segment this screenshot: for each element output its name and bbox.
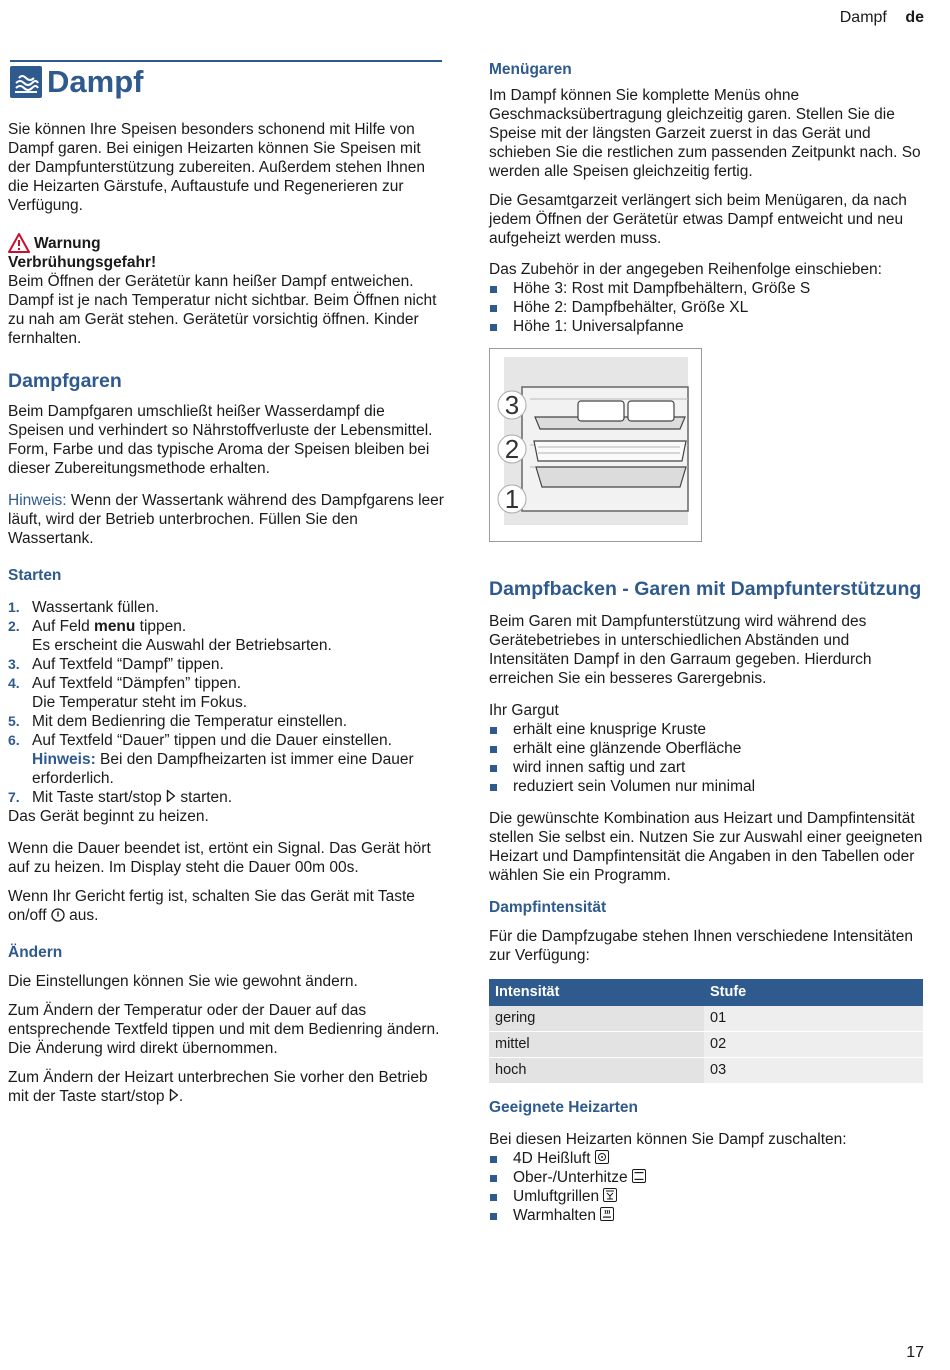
hint-label: Hinweis: <box>8 492 67 509</box>
step-text: Mit dem Bedienring die Temperatur einstellen. <box>32 713 348 730</box>
table-cell: 03 <box>704 1058 923 1084</box>
step-item <box>8 731 444 788</box>
table-header-row <box>489 979 923 1006</box>
start-result: Das Gerät beginnt zu heizen. <box>8 808 209 825</box>
list-item <box>489 1168 925 1187</box>
warning-text: Beim Öffnen der Gerätetür kann heißer Dampf entweichen. Dampf ist je nach Temperatur nicht sichtbar. Beim Öffnen nicht zu nah am Gerät stehen. Gerätetür vorsichtig öffnen. Kinder fernhalten. <box>8 273 437 347</box>
title-bar <box>10 60 442 112</box>
header-section: Dampf <box>839 9 887 26</box>
step-number: 6. <box>8 732 20 748</box>
keep-warm-icon <box>600 1207 614 1221</box>
left-column <box>8 60 444 1116</box>
step-text: tippen. <box>135 618 187 635</box>
warning-icon <box>8 233 30 253</box>
section-heading-dampfintensitaet: Dampfintensität <box>489 899 607 916</box>
step-item <box>8 655 444 674</box>
table-cell: 01 <box>704 1006 923 1032</box>
list-item: wird innen saftig und zart <box>489 758 925 777</box>
dampfgaren-hint <box>8 491 444 548</box>
hint-text: Bei den Dampfheizarten ist immer eine Dauer erforderlich. <box>32 751 414 787</box>
heizarten-text: Bei diesen Heizarten können Sie Dampf zuschalten: <box>489 1131 847 1148</box>
page-number: 17 <box>906 1344 924 1361</box>
list-item <box>489 1206 925 1225</box>
aendern-text-2: Zum Ändern der Temperatur oder der Dauer auf das entsprechende Textfeld tippen und mit dem Bedienring ändern. Die Änderung wird direkt übernommen. <box>8 1002 440 1057</box>
list-item: erhält eine knusprige Kruste <box>489 720 925 739</box>
list-item <box>489 1187 925 1206</box>
warning-box <box>8 233 444 348</box>
heating-mode-label: Warmhalten <box>513 1207 596 1224</box>
step-text: Auf Textfeld “Dämpfen” tippen. <box>32 675 242 692</box>
oven-shelf-figure <box>489 348 702 542</box>
menugaren-text-2: Die Gesamtgarzeit verlängert sich beim Menügaren, da nach jedem Öffnen der Gerätetür etwas Dampf entweicht und neu aufgeheizt werden muss. <box>489 192 907 247</box>
section-heading-heizarten: Geeignete Heizarten <box>489 1099 639 1116</box>
off-text-part: Wenn Ihr Gericht fertig ist, schalten Sie das Gerät mit Taste on/off <box>8 888 415 924</box>
oven-diagram <box>490 349 701 541</box>
step-number: 7. <box>8 789 20 805</box>
list-item: Höhe 3: Rost mit Dampfbehältern, Größe S <box>489 279 925 298</box>
step-item <box>8 617 444 655</box>
step-item <box>8 712 444 731</box>
steam-icon <box>10 66 42 98</box>
step-text: starten. <box>176 789 233 806</box>
table-header: Stufe <box>704 979 923 1006</box>
menugaren-text-3: Das Zubehör in der angegeben Reihenfolge einschieben: <box>489 261 882 278</box>
table-cell: mittel <box>489 1032 704 1058</box>
hint-label: Hinweis: <box>32 751 96 768</box>
section-heading-menugaren: Menügaren <box>489 61 572 78</box>
aendern-text-part: Zum Ändern der Heizart unterbrechen Sie vorher den Betrieb mit der Taste start/stop <box>8 1069 428 1105</box>
dampfbacken-text-3: Die gewünschte Kombination aus Heizart und Dampfintensität stellen Sie selbst ein. Nutzen Sie zur Auswahl einer geeigneten Heizart und Dampfintensität die Angaben in den Tabellen oder wählen Sie ein Programm. <box>489 810 923 884</box>
end-text: Wenn die Dauer beendet ist, ertönt ein Signal. Das Gerät hört auf zu heizen. Im Display steht die Dauer 00m 00s. <box>8 840 431 876</box>
step-number: 1. <box>8 599 20 615</box>
step-text: Auf Textfeld “Dampf” tippen. <box>32 656 224 673</box>
start-stop-icon <box>166 789 176 803</box>
table-row <box>489 1032 923 1058</box>
table-cell: hoch <box>489 1058 704 1084</box>
aendern-text-1: Die Einstellungen können Sie wie gewohnt ändern. <box>8 973 358 990</box>
table-row <box>489 1006 923 1032</box>
right-column <box>489 60 925 1235</box>
shelf-label-3: 3 <box>504 390 520 420</box>
step-text: Auf Textfeld “Dauer” tippen und die Dauer einstellen. <box>32 732 392 749</box>
accessory-list <box>489 279 925 336</box>
table-row <box>489 1058 923 1084</box>
header-language: de <box>905 9 924 26</box>
heating-mode-label: 4D Heißluft <box>513 1150 591 1167</box>
heating-mode-label: Ober-/Unterhitze <box>513 1169 628 1186</box>
step-item <box>8 788 444 807</box>
menugaren-text-1: Im Dampf können Sie komplette Menüs ohne Geschmacksübertragung gleichzeitig garen. Stellen Sie die Speise mit der längsten Garzeit zuerst in das Gerät und schieben Sie die restlichen zum passenden Zeitpunkt nach. So werden alle Speisen gleichzeitig fertig. <box>489 87 921 180</box>
step-item <box>8 598 444 617</box>
section-heading-dampfbacken: Dampfbacken - Garen mit Dampfunterstützung <box>489 578 922 600</box>
menu-keyword: menu <box>94 618 136 635</box>
dampfbacken-text-1: Beim Garen mit Dampfunterstützung wird während des Gerätebetriebes in unterschiedlichen Abständen und Intensitäten Dampf in den Garraum gegeben. Hierdurch erreichen Sie ein besseres Garergebnis. <box>489 613 872 687</box>
section-heading-starten: Starten <box>8 567 62 584</box>
step-text: Mit Taste start/stop <box>32 789 167 806</box>
aendern-text-part: . <box>178 1088 184 1105</box>
step-number: 4. <box>8 675 20 691</box>
warning-label: Warnung <box>34 234 101 252</box>
step-result: Es erscheint die Auswahl der Betriebsarten. <box>32 637 332 654</box>
table-cell: 02 <box>704 1032 923 1058</box>
intro-text: Sie können Ihre Speisen besonders schonend mit Hilfe von Dampf garen. Bei einigen Heizarten können Sie Speisen mit der Dampfunterstützung zubereiten. Außerdem stehen Ihnen die Heizarten Gärstufe, Auftaustufe und Regenerieren zur Verfügung. <box>8 121 426 214</box>
circulated-grill-icon <box>603 1188 617 1202</box>
heating-mode-list <box>489 1149 925 1225</box>
heating-mode-label: Umluftgrillen <box>513 1188 600 1205</box>
start-stop-icon <box>169 1088 179 1102</box>
shelf-label-2: 2 <box>504 434 520 464</box>
section-heading-aendern: Ändern <box>8 944 63 961</box>
shelf-label-1: 1 <box>504 484 520 514</box>
list-item: reduziert sein Volumen nur minimal <box>489 777 925 796</box>
aendern-text-3 <box>8 1068 444 1106</box>
table-cell: gering <box>489 1006 704 1032</box>
list-item <box>489 1149 925 1168</box>
hot-air-4d-icon <box>595 1150 609 1164</box>
list-item: Höhe 1: Universalpfanne <box>489 317 925 336</box>
page-header <box>840 8 924 27</box>
top-bottom-heat-icon <box>632 1169 646 1183</box>
gargut-list <box>489 720 925 796</box>
step-number: 2. <box>8 618 20 634</box>
dampfbacken-text-2: Ihr Gargut <box>489 702 559 719</box>
table-header: Intensität <box>489 979 704 1006</box>
step-item <box>8 674 444 712</box>
warning-title: Verbrühungsgefahr! <box>8 254 157 271</box>
step-result: Die Temperatur steht im Fokus. <box>32 694 248 711</box>
step-number: 3. <box>8 656 20 672</box>
step-number: 5. <box>8 713 20 729</box>
page-title: Dampf <box>47 64 144 99</box>
off-text-part: aus. <box>64 907 99 924</box>
step-text: Wassertank füllen. <box>32 599 159 616</box>
start-steps <box>8 598 444 807</box>
step-text: Auf Feld <box>32 618 95 635</box>
dampfgaren-text: Beim Dampfgaren umschließt heißer Wasserdampf die Speisen und verhindert so Nährstoffverluste der Lebensmittel. Form, Farbe und das typische Aroma der Speisen bleiben bei dieser Zubereitungsmethode erhalten. <box>8 403 433 477</box>
list-item: Höhe 2: Dampfbehälter, Größe XL <box>489 298 925 317</box>
on-off-icon <box>51 908 65 922</box>
hint-text: Wenn der Wassertank während des Dampfgarens leer läuft, wird der Betrieb unterbrochen. Füllen Sie den Wassertank. <box>8 492 444 547</box>
intensitaet-text: Für die Dampfzugabe stehen Ihnen verschiedene Intensitäten zur Verfügung: <box>489 928 913 964</box>
off-text <box>8 887 444 925</box>
list-item: erhält eine glänzende Oberfläche <box>489 739 925 758</box>
section-heading-dampfgaren: Dampfgaren <box>8 370 122 392</box>
warning-header <box>8 233 444 253</box>
intensity-table <box>489 979 923 1084</box>
